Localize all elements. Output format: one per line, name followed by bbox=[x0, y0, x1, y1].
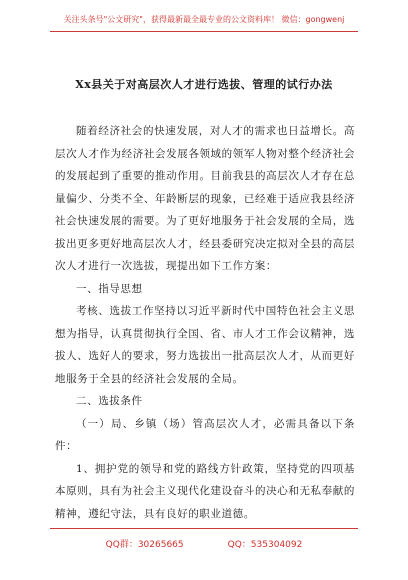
document-body bbox=[55, 120, 355, 525]
section-heading-selection-conditions: 二、选拔条件 bbox=[76, 395, 143, 407]
intro-paragraph: 随着经济社会的快速发展，对人才的需求也日益增长。高层次人才作为经济社会发展各领域的领军人物对整个经济社会的发展起到了重要的推动作用。目前我县的高层次人才存在总量偏少、分类不全、年龄断层的现象，已经难于适应我县经济社会快速发展的需要。为了更好地服务于社会发展的全局，选拔出更多更好地高层次人才，经县委研究决定拟对全县的高层次人才进行一次选拔，现提出如下工作方案： bbox=[55, 125, 355, 272]
header-divider bbox=[50, 31, 358, 32]
footer-divider bbox=[50, 528, 358, 529]
condition-item-1: 1、拥护党的领导和党的路线方针政策，坚持党的四项基本原则，具有为社会主义现代化建设奋斗的决心和无私奉献的精神，遵纪守法，具有良好的职业道德。 bbox=[55, 462, 355, 520]
guiding-ideology-paragraph: 考核、选拔工作坚持以习近平新时代中国特色社会主义思想为指导，认真贯彻执行全国、省、市人才工作会议精神，选拔人、选好人的要求，努力选拔出一批高层次人才，从而更好地服务于全县的经济社会发展的全局。 bbox=[55, 305, 355, 385]
document-title: Xx县关于对高层次人才进行选拔、管理的试行办法 bbox=[75, 78, 333, 91]
footer-qq: QQ：535304092 bbox=[227, 540, 303, 550]
footer-qq-group: QQ群：30265665 bbox=[105, 540, 184, 550]
footer bbox=[0, 537, 408, 550]
section-heading-guiding-ideology: 一、指导思想 bbox=[76, 282, 143, 295]
header-note: 关注头条号"公文研究"，获得最新最全最专业的公文资料库！ 微信：gongwenj bbox=[63, 15, 345, 24]
subsection-bureau-level: （一）局、乡镇（场）管高层次人才，必需具备以下条件： bbox=[55, 417, 355, 452]
